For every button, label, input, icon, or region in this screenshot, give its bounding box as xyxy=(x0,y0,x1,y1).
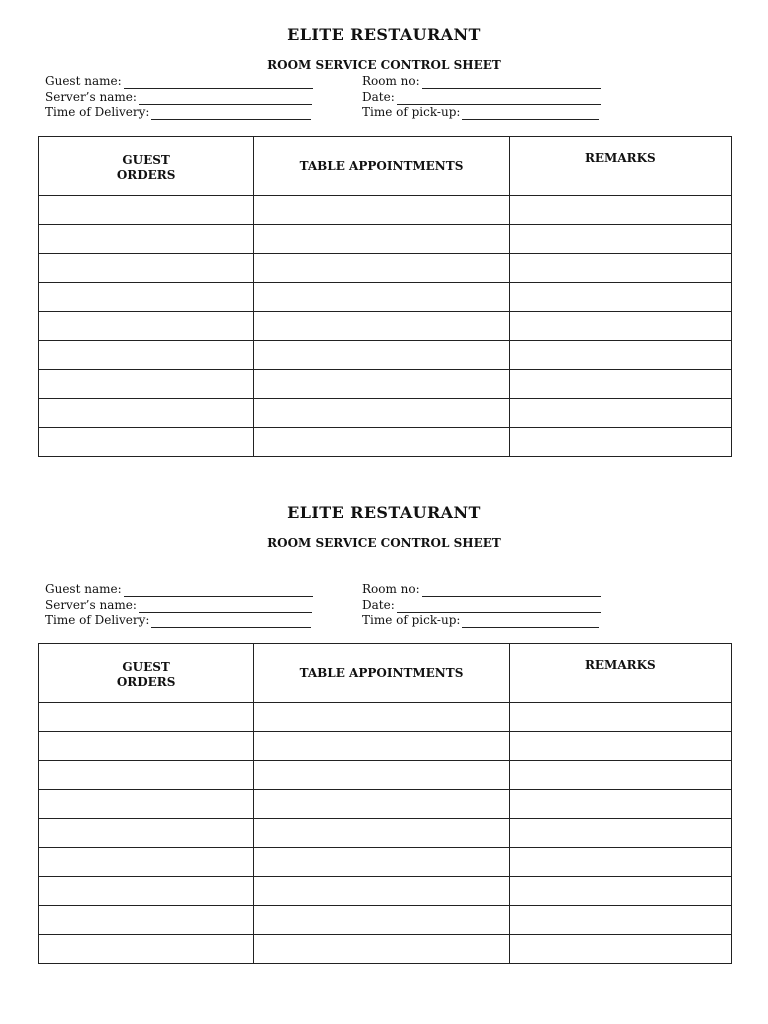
remarks-cell[interactable] xyxy=(509,254,731,283)
table-appointments-cell[interactable] xyxy=(254,196,509,225)
table-row xyxy=(39,196,732,225)
guest-orders-cell[interactable] xyxy=(39,790,254,819)
table-appointments-cell[interactable] xyxy=(254,428,509,457)
remarks-cell[interactable] xyxy=(509,790,731,819)
col-header-guest-orders xyxy=(39,644,254,703)
room-no-label: Room no: xyxy=(362,74,420,88)
col-header-orders: ORDERS xyxy=(116,675,176,689)
table-row xyxy=(39,906,732,935)
table-header-row xyxy=(39,137,732,196)
col-header-guest-orders xyxy=(39,137,254,196)
table-row xyxy=(39,790,732,819)
guest-name-line[interactable] xyxy=(124,585,313,597)
remarks-cell[interactable] xyxy=(509,225,731,254)
table-appointments-cell[interactable] xyxy=(254,790,509,819)
servers-name-label: Server’s name: xyxy=(45,598,137,612)
sheet-subtitle: ROOM SERVICE CONTROL SHEET xyxy=(267,58,501,72)
guest-orders-cell[interactable] xyxy=(39,225,254,254)
room-no-field[interactable] xyxy=(362,581,601,597)
table-appointments-cell[interactable] xyxy=(254,819,509,848)
guest-orders-cell[interactable] xyxy=(39,283,254,312)
guest-orders-cell[interactable] xyxy=(39,370,254,399)
table-appointments-cell[interactable] xyxy=(254,370,509,399)
table-row xyxy=(39,283,732,312)
table-appointments-cell[interactable] xyxy=(254,399,509,428)
remarks-cell[interactable] xyxy=(509,732,731,761)
remarks-cell[interactable] xyxy=(509,428,731,457)
guest-orders-cell[interactable] xyxy=(39,819,254,848)
table-header-row xyxy=(39,644,732,703)
guest-orders-cell[interactable] xyxy=(39,906,254,935)
table-row xyxy=(39,935,732,964)
col-header-orders: ORDERS xyxy=(116,168,176,182)
servers-name-field[interactable] xyxy=(45,89,312,105)
date-label: Date: xyxy=(362,598,395,612)
room-no-label: Room no: xyxy=(362,582,420,596)
table-row xyxy=(39,399,732,428)
table-appointments-cell[interactable] xyxy=(254,935,509,964)
remarks-cell[interactable] xyxy=(509,906,731,935)
col-header-remarks: REMARKS xyxy=(509,137,731,196)
guest-orders-cell[interactable] xyxy=(39,761,254,790)
remarks-cell[interactable] xyxy=(509,761,731,790)
guest-orders-cell[interactable] xyxy=(39,848,254,877)
time-of-pickup-field[interactable] xyxy=(362,104,599,120)
guest-orders-cell[interactable] xyxy=(39,196,254,225)
table-appointments-cell[interactable] xyxy=(254,341,509,370)
time-of-delivery-line[interactable] xyxy=(151,108,311,120)
time-of-pickup-line[interactable] xyxy=(462,108,599,120)
guest-orders-cell[interactable] xyxy=(39,341,254,370)
time-of-delivery-label: Time of Delivery: xyxy=(45,613,150,627)
table-appointments-cell[interactable] xyxy=(254,312,509,341)
guest-orders-cell[interactable] xyxy=(39,428,254,457)
col-header-guest: GUEST xyxy=(122,660,170,674)
guest-orders-cell[interactable] xyxy=(39,935,254,964)
room-no-field[interactable] xyxy=(362,73,601,89)
table-row xyxy=(39,761,732,790)
remarks-cell[interactable] xyxy=(509,196,731,225)
table-appointments-cell[interactable] xyxy=(254,254,509,283)
guest-name-field[interactable] xyxy=(45,73,313,89)
date-field[interactable] xyxy=(362,597,601,613)
restaurant-title: ELITE RESTAURANT xyxy=(287,25,481,44)
guest-orders-cell[interactable] xyxy=(39,732,254,761)
time-of-delivery-field[interactable] xyxy=(45,612,311,628)
table-row xyxy=(39,732,732,761)
guest-name-field[interactable] xyxy=(45,581,313,597)
table-row xyxy=(39,370,732,399)
table-appointments-cell[interactable] xyxy=(254,848,509,877)
remarks-cell[interactable] xyxy=(509,877,731,906)
date-label: Date: xyxy=(362,90,395,104)
remarks-cell[interactable] xyxy=(509,399,731,428)
time-of-delivery-line[interactable] xyxy=(151,616,311,628)
room-no-line[interactable] xyxy=(422,585,601,597)
col-header-remarks: REMARKS xyxy=(509,644,731,703)
table-row xyxy=(39,341,732,370)
col-header-guest: GUEST xyxy=(122,153,170,167)
guest-orders-cell[interactable] xyxy=(39,703,254,732)
guest-name-label: Guest name: xyxy=(45,582,122,596)
guest-orders-cell[interactable] xyxy=(39,399,254,428)
time-of-pickup-label: Time of pick-up: xyxy=(362,613,461,627)
room-service-table xyxy=(38,136,732,457)
guest-name-label: Guest name: xyxy=(45,74,122,88)
time-of-pickup-field[interactable] xyxy=(362,612,599,628)
table-row xyxy=(39,703,732,732)
guest-name-line[interactable] xyxy=(124,77,313,89)
table-row xyxy=(39,254,732,283)
restaurant-title: ELITE RESTAURANT xyxy=(287,503,481,522)
table-appointments-cell[interactable] xyxy=(254,877,509,906)
guest-orders-cell[interactable] xyxy=(39,312,254,341)
remarks-cell[interactable] xyxy=(509,312,731,341)
table-row xyxy=(39,819,732,848)
col-header-table-appointments: TABLE APPOINTMENTS xyxy=(254,644,509,703)
col-header-table-appointments: TABLE APPOINTMENTS xyxy=(254,137,509,196)
table-appointments-cell[interactable] xyxy=(254,703,509,732)
table-appointments-cell[interactable] xyxy=(254,761,509,790)
guest-orders-cell[interactable] xyxy=(39,877,254,906)
date-field[interactable] xyxy=(362,89,601,105)
time-of-delivery-field[interactable] xyxy=(45,104,311,120)
table-appointments-cell[interactable] xyxy=(254,732,509,761)
remarks-cell[interactable] xyxy=(509,341,731,370)
servers-name-label: Server’s name: xyxy=(45,90,137,104)
remarks-cell[interactable] xyxy=(509,819,731,848)
remarks-cell[interactable] xyxy=(509,935,731,964)
table-row xyxy=(39,848,732,877)
table-row xyxy=(39,312,732,341)
table-appointments-cell[interactable] xyxy=(254,225,509,254)
remarks-cell[interactable] xyxy=(509,370,731,399)
guest-orders-cell[interactable] xyxy=(39,254,254,283)
time-of-pickup-line[interactable] xyxy=(462,616,599,628)
table-row xyxy=(39,877,732,906)
remarks-cell[interactable] xyxy=(509,703,731,732)
table-appointments-cell[interactable] xyxy=(254,283,509,312)
table-appointments-cell[interactable] xyxy=(254,906,509,935)
room-service-table xyxy=(38,643,732,964)
room-no-line[interactable] xyxy=(422,77,601,89)
sheet-subtitle: ROOM SERVICE CONTROL SHEET xyxy=(267,536,501,550)
remarks-cell[interactable] xyxy=(509,283,731,312)
time-of-delivery-label: Time of Delivery: xyxy=(45,105,150,119)
table-row xyxy=(39,428,732,457)
servers-name-field[interactable] xyxy=(45,597,312,613)
time-of-pickup-label: Time of pick-up: xyxy=(362,105,461,119)
remarks-cell[interactable] xyxy=(509,848,731,877)
table-row xyxy=(39,225,732,254)
